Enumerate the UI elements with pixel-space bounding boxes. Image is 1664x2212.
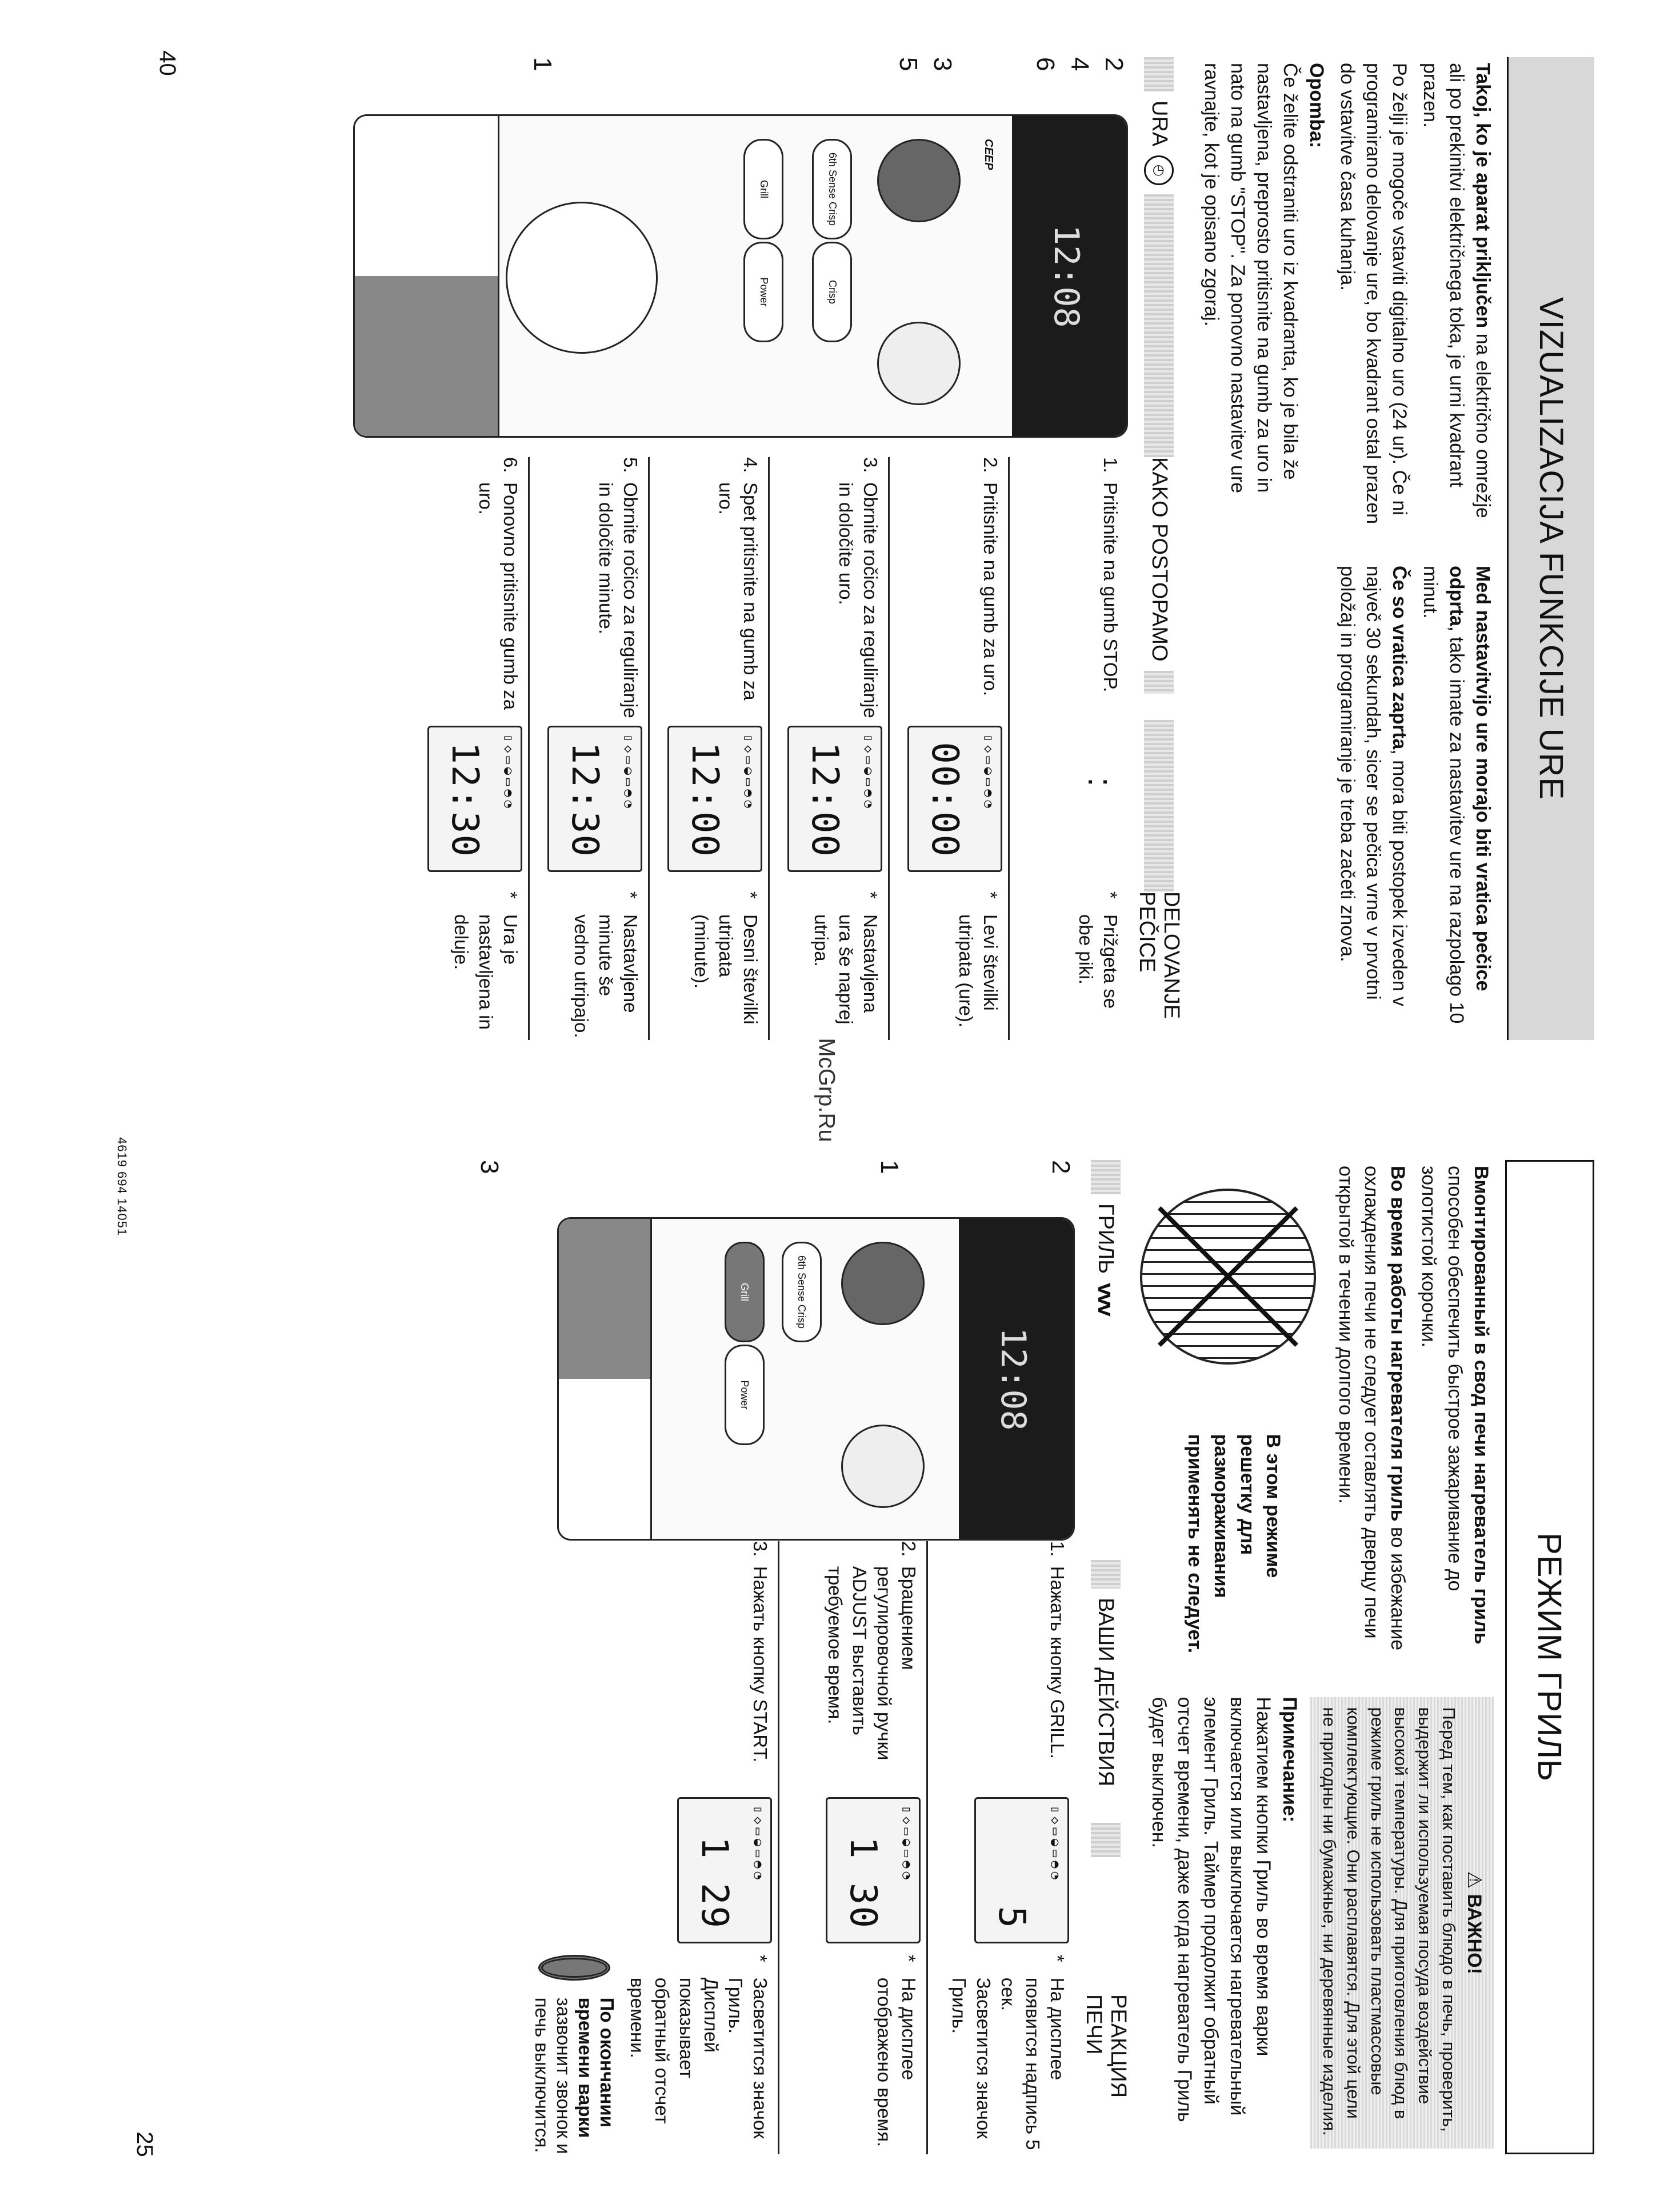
step-text: Pritisnite na gumb STOP. — [1100, 482, 1122, 693]
crisp-button[interactable]: Crisp — [812, 242, 852, 342]
note-text: Če želite odstraniti uro iz kvadranta, ko je bila že nastavljena, preprosto pritisnite na gumb za uro in nato na gumb "STOP". Za ponovno nastavitev ure ravnajte, kot je opisano zgoraj. — [1201, 63, 1301, 494]
shade-bar — [1144, 194, 1174, 457]
page-title: VIZUALIZACIJA FUNKCIJE URE — [1507, 57, 1594, 1040]
lcd-icons: ▯◇▭◒▭◓◔ — [501, 734, 516, 811]
note-heading: Примечание: — [1279, 1697, 1301, 1823]
note-text: Засветится значок Гриль. Дисплей показывает обратный отсчет времени. — [627, 1977, 771, 2139]
clock-button[interactable] — [841, 1242, 925, 1325]
step-text: Pritisnite na gumb za uro. — [980, 482, 1002, 697]
header-ura: URA — [1147, 101, 1171, 147]
note-text: Prižgeta se obe piki. — [1075, 914, 1122, 1009]
bullet-star: * — [980, 891, 1002, 899]
control-panel — [557, 1217, 1075, 1541]
note-text: Nastavljene minute še vedno utripajo. — [571, 914, 642, 1038]
oven-illustration — [475, 1160, 1075, 1541]
slovene-clock-page — [103, 57, 1594, 1040]
intro-text-2: во избежание охлаждения печи не следует оставлять дверцу печи открытой в течении долгого времени. — [1334, 1166, 1409, 1651]
bullet-star: * — [749, 1954, 771, 1962]
intro-text: способен обеспечить быстрое зажаривание до золотистой корочки. — [1418, 1166, 1466, 1591]
lcd-display — [427, 726, 522, 872]
lcd-icons: ▯◇▭◒▭◓◔ — [750, 1805, 765, 1883]
section-header — [1135, 57, 1184, 1040]
sense-boil-button[interactable] — [841, 1425, 925, 1508]
shade-bar — [1091, 1560, 1121, 1589]
callout-1: 1 — [529, 57, 557, 71]
lcd-digits: 12:30 — [443, 742, 486, 858]
sense-crisp-button[interactable]: 6th Sense Crisp — [782, 1242, 822, 1342]
note-text: Нажатием кнопки Гриль во время варки включается или выключается нагревательный элемент Гриль. Таймер продолжит обратный отсчет времени, даже когда нагреватель Гриль будет выключен. — [1147, 1697, 1275, 2122]
lcd-colon: : — [1008, 720, 1128, 891]
step-number: 3. — [860, 457, 882, 473]
bullet-star: * — [500, 891, 522, 899]
footer-code: 4619 694 14051 — [115, 1137, 129, 1237]
lcd-icons: ▯◇▭◒▭◓◔ — [861, 734, 876, 811]
step-number: 2. — [898, 1541, 919, 1557]
step-text: Вращением регулировочной ручки ADJUST выставить требуемое время. — [824, 1566, 919, 1761]
bullet-star: * — [860, 891, 882, 899]
note-text: Desni številki utripata (minute). — [691, 914, 762, 1025]
step-number: 3. — [749, 1541, 771, 1557]
panel-base — [355, 116, 499, 436]
display-time: 12:08 — [993, 1327, 1033, 1431]
intro-text-right: , tako imate za nastavitev ure na razpolago 10 minut. — [1419, 566, 1468, 1024]
adjust-dial[interactable] — [506, 202, 658, 354]
shade-bar — [1144, 720, 1174, 891]
callout-6: 6 — [1031, 57, 1060, 71]
lcd-icons: ▯◇▭◒▭◓◔ — [1047, 1805, 1062, 1883]
lcd-icons: ▯◇▭◒▭◓◔ — [981, 734, 996, 811]
steps-column — [531, 1541, 1075, 1791]
clock-button[interactable] — [877, 139, 961, 222]
oven-illustration — [408, 57, 1128, 457]
callout-5: 5 — [894, 57, 923, 71]
steps-column — [408, 457, 1128, 720]
step-number: 4. — [740, 457, 762, 473]
lcd-digits: 12:00 — [683, 742, 726, 858]
display-time: 12:08 — [1046, 225, 1087, 328]
header-actions: ВАШИ ДЕЙСТВИЯ — [1094, 1598, 1118, 1787]
note-text: Ura je nastavljena in deluje. — [451, 914, 522, 1030]
lcd-display — [787, 726, 882, 872]
note-heading: Opomba: — [1305, 63, 1327, 149]
oven-display — [959, 1219, 1073, 1539]
start-area — [559, 1219, 650, 1379]
lcd-digits: 12:30 — [563, 742, 606, 858]
stop-area — [355, 276, 498, 436]
lcd-digits: 5 — [990, 1906, 1033, 1929]
power-button[interactable]: Power — [725, 1345, 765, 1445]
warning-text: Перед тем, как поставить блюдо в печь, проверить, выдержит ли используемая посуда воздействие высокой температуры. Для приготовления блюд в режиме гриль не использовать пластмассовые комплектующие. Они расплавятся. Для этой цели не пригодны ни бумажные, ни деревянные изделия. — [1319, 1707, 1459, 2136]
no-rack-icon — [1140, 1189, 1316, 1365]
callout-2: 2 — [1046, 1160, 1075, 1174]
callout-1: 1 — [875, 1160, 903, 1174]
russian-grill-page — [103, 1160, 1594, 2154]
section-header — [1081, 1160, 1130, 2154]
warning-title: ⚠ ВАЖНО! — [1463, 1871, 1485, 1974]
intro-bold-right-2: Če so vratica zaprta — [1389, 566, 1411, 750]
step-number: 6. — [500, 457, 522, 473]
lcd-display — [974, 1797, 1069, 1943]
grill-button[interactable]: Grill — [743, 139, 783, 239]
bullet-star: * — [1046, 1954, 1068, 1962]
intro — [1140, 1160, 1505, 2154]
intro-text-2: Po želji je mogoče vstaviti digitalno uro (24 ur). Če ni programirano delovanje ure, bo kvadrant ostal prazen do vstavitve časa kuhanja. — [1336, 63, 1411, 525]
bell-icon — [538, 1955, 610, 1981]
intro-bold-2: Во время работы нагревателя гриль — [1387, 1166, 1409, 1522]
oven-display — [1012, 116, 1126, 436]
brand-logo: CEEP — [982, 139, 995, 170]
lcd-icons: ▯◇▭◒▭◓◔ — [621, 734, 636, 811]
lcd-display — [677, 1797, 772, 1943]
end-text: зазвонит звонок и печь выключится. — [531, 1997, 574, 2154]
header-reaction: РЕАКЦИЯ ПЕЧИ — [1081, 1994, 1130, 2098]
step-text: Нажать кнопку START. — [749, 1566, 771, 1763]
shade-bar — [1091, 1823, 1121, 1857]
page-title: РЕЖИМ ГРИЛЬ — [1505, 1160, 1594, 2154]
header-how: KAKO POSTOPAMO — [1147, 457, 1171, 662]
page-number-right: 25 — [131, 2131, 157, 2157]
lcd-digits: 12:00 — [803, 742, 846, 858]
panel-base — [559, 1219, 652, 1539]
shade-bar — [1144, 57, 1174, 91]
sense-boil-button[interactable] — [877, 322, 961, 405]
step-number: 1. — [1046, 1541, 1068, 1557]
header-oven: DELOVANJE PEČICE — [1135, 891, 1184, 1019]
callout-2: 2 — [1100, 57, 1129, 71]
shade-bar — [1144, 671, 1174, 694]
lcd-digits: 1 30 — [841, 1836, 884, 1929]
header-grill: ГРИЛЬ — [1094, 1203, 1118, 1274]
intro-bold: Вмонтированный в свод печи нагреватель гриль — [1470, 1166, 1492, 1645]
end-bold: По окончании времени варки — [574, 1997, 618, 2138]
step-text: Spet pritisnite na gumb za uro. — [715, 482, 762, 701]
step-number: 1. — [1100, 457, 1122, 473]
grill-icon: vvv — [1093, 1283, 1119, 1314]
intro-text-right-2: , mora biti postopek izveden v največ 30 sekundah, sicer se pečica vrne v prvotni položaj in programiranje je treba začeti znova. — [1336, 566, 1411, 1007]
page-number-left: 40 — [154, 50, 180, 76]
step-number: 2. — [980, 457, 1002, 473]
grill-button[interactable]: Grill — [725, 1242, 765, 1342]
lcd-display — [547, 726, 642, 872]
lcd-digits: 1 29 — [693, 1836, 735, 1929]
step-text: Obrnite ročico za reguliranje in določite uro. — [835, 482, 882, 718]
note-text: На дисплее появится надпись 5 сек. Засветится значок Гриль. — [949, 1977, 1068, 2150]
warning-box — [1310, 1697, 1494, 2149]
notes-column — [408, 891, 1128, 1040]
callout-3: 3 — [929, 57, 957, 71]
control-panel — [353, 114, 1128, 438]
callout-4: 4 — [1066, 57, 1094, 71]
bullet-star: * — [620, 891, 642, 899]
bullet-star: * — [740, 891, 762, 899]
lcd-display — [667, 726, 762, 872]
step-number: 5. — [620, 457, 642, 473]
intro-bold-right: Med nastavitvijo ure morajo biti vratica pečice odprta — [1446, 566, 1494, 991]
watermark: McGrp.Ru — [814, 1038, 839, 1142]
note-text: Levi številki utripata (ure). — [955, 914, 1002, 1028]
step-text: Obrnite ročico za reguliranje in določite minute. — [595, 482, 642, 718]
intro — [1193, 57, 1507, 1040]
lcd-icons: ▯◇▭◒▭◓◔ — [899, 1805, 914, 1883]
intro-bold: Takoj, ko je aparat priključen — [1472, 63, 1494, 329]
lcd-column — [408, 720, 1128, 891]
callout-3: 3 — [475, 1160, 503, 1174]
lcd-display — [907, 726, 1002, 872]
step-text: Ponovno pritisnite gumb za uro. — [475, 482, 522, 710]
note-text: На дисплее отображено время. — [873, 1977, 919, 2147]
note-text: Nastavljena ura še naprej utripa. — [811, 914, 882, 1025]
lcd-column — [531, 1791, 1075, 1955]
sense-crisp-button[interactable]: 6th Sense Crisp — [812, 139, 852, 239]
clock-icon: ◴ — [1144, 155, 1174, 185]
lcd-display — [826, 1797, 921, 1943]
notes-column — [531, 1955, 1075, 2154]
bullet-star: * — [1100, 891, 1122, 899]
power-button[interactable]: Power — [743, 242, 783, 342]
bullet-star: * — [898, 1954, 919, 1962]
step-text: Нажать кнопку GRILL. — [1046, 1566, 1068, 1759]
shade-bar — [1091, 1160, 1121, 1194]
rack-note: В этом режиме решетку для размораживания применять не следует. — [1183, 1434, 1285, 1654]
lcd-icons: ▯◇▭◒▭◓◔ — [741, 734, 756, 811]
intro-text: na električno omrežje ali po prekinitvi električnega toka, je urni kvadrant prazen. — [1419, 63, 1494, 518]
lcd-digits: 00:00 — [923, 742, 966, 858]
